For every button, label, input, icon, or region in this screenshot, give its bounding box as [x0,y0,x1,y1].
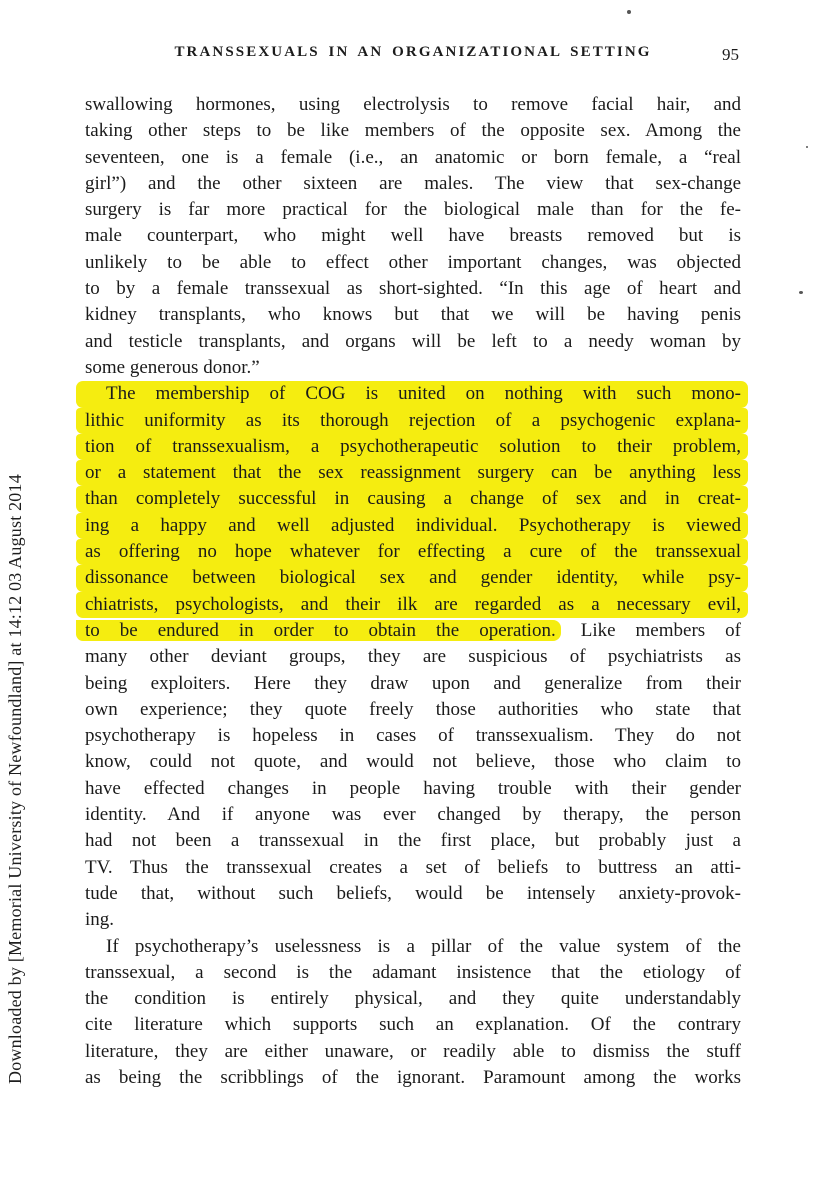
highlighted-text-line: lithic uniformity as its thorough rejection of a psychogenic explana- [76,408,748,434]
highlighted-text-line: than completely successful in causing a change of sex and in creat- [76,486,748,512]
text-line: being exploiters. Here they draw upon and generalize from their [85,672,741,694]
highlight-end-segment: to be endured in order to obtain the operation. [76,620,561,641]
text-line: male counterpart, who might well have breasts removed but is [85,225,741,247]
text-line: to by a female transsexual as short-sighted. “In this age of heart and [85,278,741,300]
paragraph-2-highlighted-passage [85,381,741,933]
running-head [85,44,741,66]
paragraph-3 [85,934,741,1092]
text-line: as being the scribblings of the ignorant. Paramount among the works [85,1066,741,1088]
highlighted-text-line: The membership of COG is united on nothing with such mono- [76,381,748,407]
text-line: surgery is far more practical for the biological male than for the fe- [85,199,741,221]
text-line: taking other steps to be like members of the opposite sex. Among the [85,120,741,142]
text-line: ing. [85,909,115,931]
text-line: girl”) and the other sixteen are males. The view that sex-change [85,172,741,194]
text-line: If psychotherapy’s uselessness is a pillar of the value system of the [106,935,741,957]
highlighted-text-line: dissonance between biological sex and gender identity, while psy- [76,565,748,591]
text-line: identity. And if anyone was ever changed by therapy, the person [85,804,741,826]
running-head-title: TRANSSEXUALS IN AN ORGANIZATIONAL SETTING [174,44,652,60]
scan-artifact [806,146,808,148]
text-line: and testicle transplants, and organs will be left to a needy woman by [85,330,741,352]
text-line: the condition is entirely physical, and they quite understandably [85,988,741,1010]
highlighted-text-line: or a statement that the sex reassignment surgery can be anything less [76,460,748,486]
text-line: know, could not quote, and would not believe, those who claim to [85,751,741,773]
text-line: unlikely to be able to effect other important changes, was objected [85,251,741,273]
text-line: had not been a transsexual in the first place, but probably just a [85,830,741,852]
page-content [85,44,741,1091]
highlighted-text-line: tion of transsexualism, a psychotherapeutic solution to their problem, [76,434,748,460]
watermark-sidebar-text: Downloaded by [Memorial University of Newfoundland] at 14:12 03 August 2014 [5,474,25,1084]
text-line: seventeen, one is a female (i.e., an anatomic or born female, a “real [85,146,741,168]
highlighted-text-line: ing a happy and well adjusted individual. Psychotherapy is viewed [76,513,748,539]
text-line: TV. Thus the transsexual creates a set of beliefs to buttress an atti- [85,856,741,878]
highlighted-text-line: chiatrists, psychologists, and their ilk are regarded as a necessary evil, [76,592,748,618]
text-line: swallowing hormones, using electrolysis to remove facial hair, and [85,94,741,115]
text-line: some generous donor.” [85,356,260,378]
text-line: tude that, without such beliefs, would be intensely anxiety-provok- [85,882,741,904]
normal-segment: Like members of [580,619,741,641]
text-line: have effected changes in people having trouble with their gender [85,777,741,799]
text-line: many other deviant groups, they are suspicious of psychiatrists as [85,646,741,668]
text-line: literature, they are either unaware, or readily able to dismiss the stuff [85,1040,741,1062]
text-line: own experience; they quote freely those authorities who state that [85,698,741,720]
page-number: 95 [722,45,739,64]
partially-highlighted-text-line [85,618,741,644]
text-line: cite literature which supports such an explanation. Of the contrary [85,1014,741,1036]
highlighted-text-line: as offering no hope whatever for effecting a cure of the transsexual [76,539,748,565]
text-line: kidney transplants, who knows but that we will be having penis [85,304,741,326]
scan-artifact [627,10,631,14]
paragraph-1 [85,92,741,381]
text-line: transsexual, a second is the adamant insistence that the etiology of [85,961,741,983]
scan-artifact [799,291,803,294]
text-line: psychotherapy is hopeless in cases of transsexualism. They do not [85,725,741,747]
page-body [85,92,741,1091]
